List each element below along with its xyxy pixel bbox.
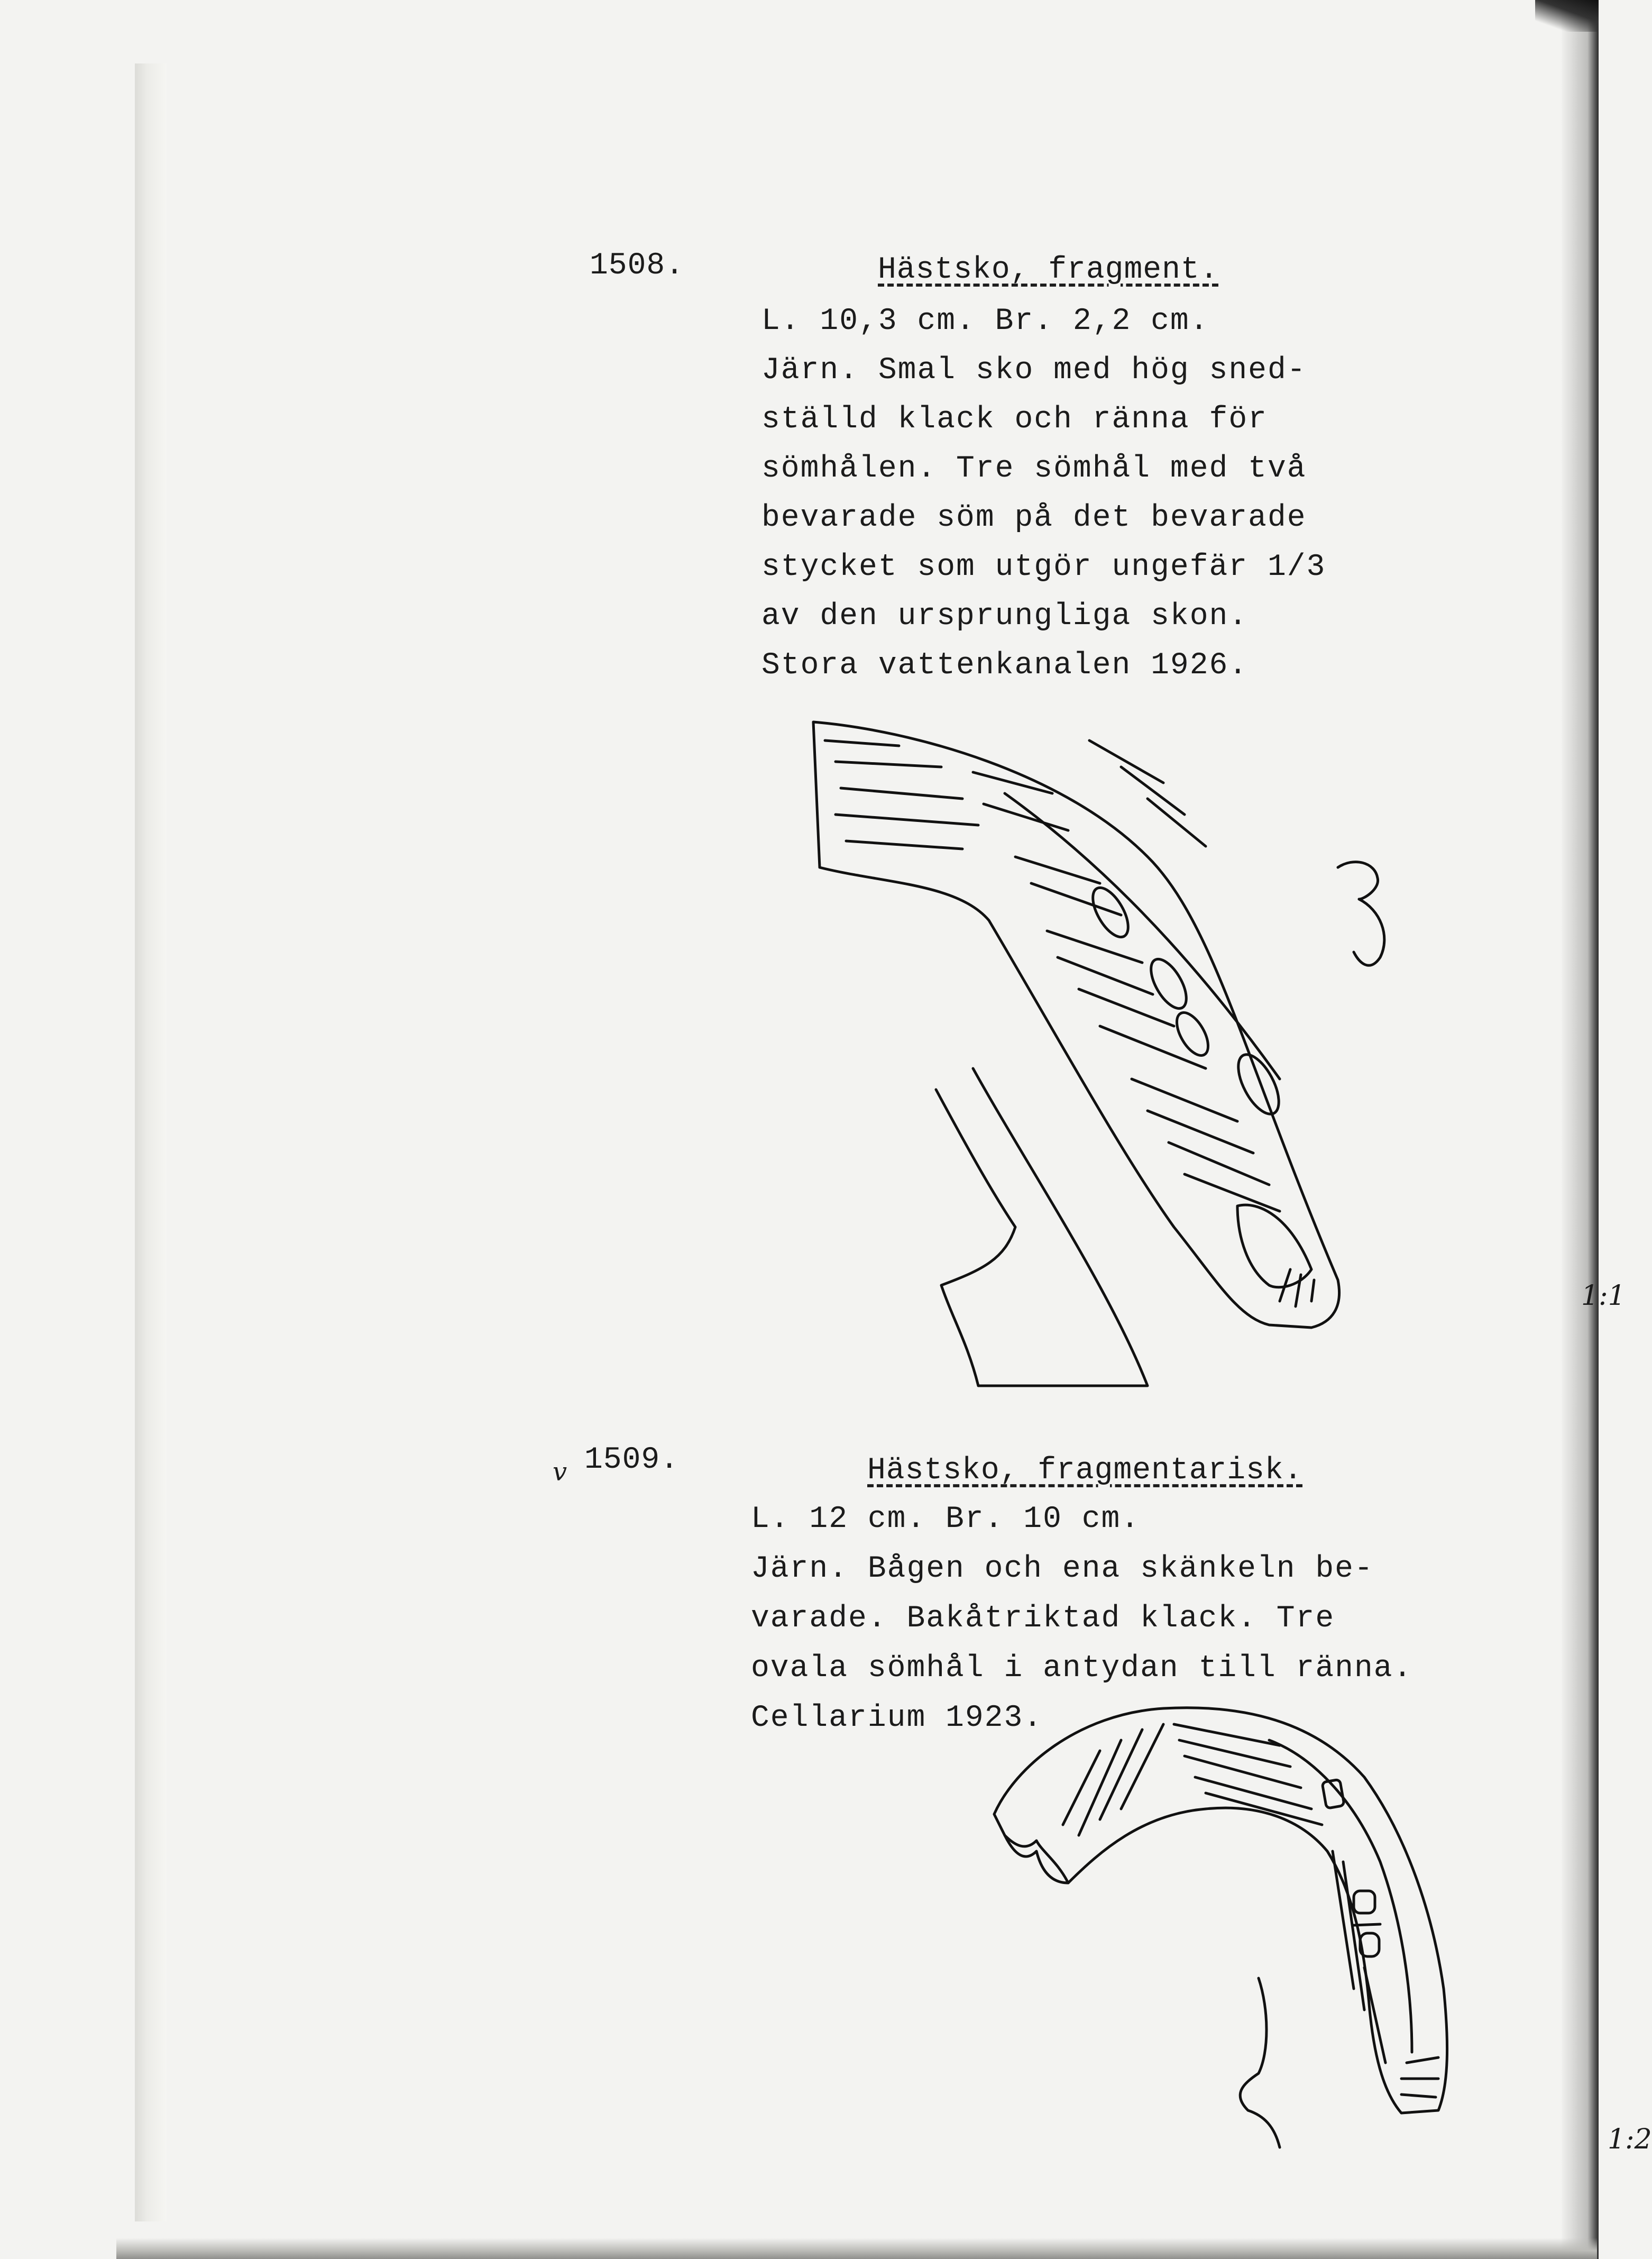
horseshoe-fragmentary-drawing [984,1693,1597,2200]
book-page-edge-bottom [116,2238,1597,2259]
entry-text-line: varade. Bakåtriktad klack. Tre [751,1602,1335,1636]
entry-text-line: av den ursprungliga skon. [761,599,1249,634]
catalogue-page [159,0,1652,2237]
horseshoe-fragment-drawing [804,709,1534,1396]
scale-label: 1:1 [1581,1280,1626,1312]
entry-text-line: L. 12 cm. Br. 10 cm. [751,1502,1141,1537]
entry-number: 1509. [584,1443,680,1477]
scale-label: 1:2 [1608,2124,1652,2155]
entry-text-line: ställd klack och ränna för [761,403,1268,437]
entry-text-line: Järn. Bågen och ena skänkeln be- [751,1552,1374,1586]
entry-number: 1508. [590,249,685,283]
entry-text-line: L. 10,3 cm. Br. 2,2 cm. [761,304,1209,339]
checkmark: v [553,1457,567,1487]
entry-text-line: Järn. Smal sko med hög sned- [761,353,1307,388]
entry-text-line: ovala sömhål i antydan till ränna. [751,1651,1413,1686]
entry-text-line: stycket som utgör ungefär 1/3 [761,550,1326,584]
entry-text-line: Cellarium 1923. [751,1701,1043,1735]
entry-title: Hästsko, fragment. [878,253,1219,287]
entry-title: Hästsko, fragmentarisk. [867,1453,1303,1488]
entry-text-line: sömhålen. Tre sömhål med två [761,452,1307,486]
entry-text-line: Stora vattenkanalen 1926. [761,648,1249,683]
entry-text-line: bevarade söm på det bevarade [761,501,1307,535]
